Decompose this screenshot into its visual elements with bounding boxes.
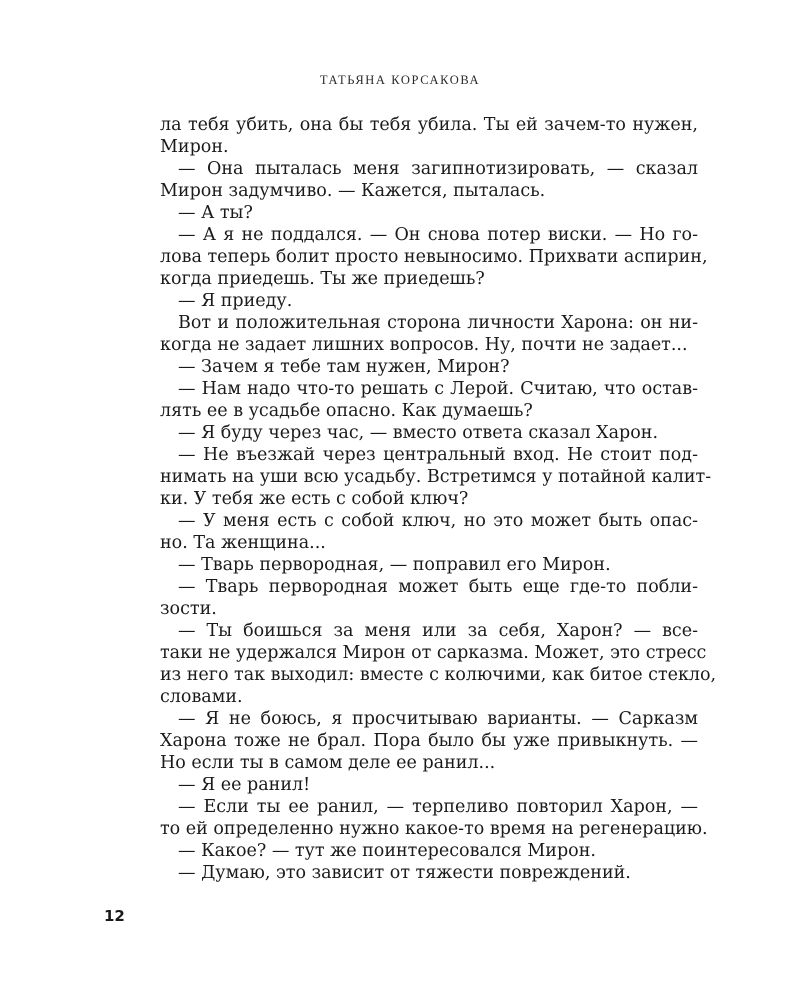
- text-line: — Если ты ее ранил, — терпеливо повторил Харон, —: [178, 797, 698, 817]
- text-line: — У меня есть с собой ключ, но это может быть опас-: [178, 511, 698, 531]
- text-line: Вот и положительная сторона личности Харона: он ни-: [178, 313, 698, 333]
- text-line: то ей определенно нужно какое-то время на регенерацию.: [160, 819, 708, 839]
- running-head: ТАТЬЯНА КОРСАКОВА: [319, 73, 481, 87]
- text-line: — Какое? — тут же поинтересовался Мирон.: [178, 841, 596, 861]
- text-line: — Думаю, это зависит от тяжести повреждений.: [178, 863, 631, 883]
- text-line: — Я приеду.: [178, 291, 293, 311]
- body-text: [160, 114, 717, 884]
- text-line: ки. У тебя же есть с собой ключ?: [160, 489, 469, 509]
- text-line: зости.: [160, 599, 217, 619]
- text-line: когда приедешь. Ты же приедешь?: [160, 269, 485, 289]
- text-line: Но если ты в самом деле ее ранил...: [160, 753, 496, 773]
- text-line: — Я не боюсь, я просчитываю варианты. — Сарказм: [178, 709, 698, 729]
- text-line: Харона тоже не брал. Пора было бы уже привыкнуть. —: [160, 731, 698, 751]
- text-line: — Тварь перворoдная может быть еще где-то побли-: [178, 577, 698, 597]
- text-line: — Тварь перворoдная, — поправил его Мирон.: [178, 555, 611, 575]
- text-line: ла тебя убить, она бы тебя убила. Ты ей зачем-то нужен,: [160, 115, 698, 135]
- text-line: — А ты?: [178, 203, 253, 223]
- text-line: из него так выходил: вместе с колючими, как битое стекло,: [160, 665, 717, 685]
- text-line: Мирон задумчиво. — Кажется, пыталась.: [160, 181, 546, 201]
- page-number: 12: [104, 907, 125, 925]
- text-line: нимать на уши всю усадьбу. Встретимся у потайной калит-: [160, 467, 712, 487]
- text-line: — Не въезжай через центральный вход. Не стоит под-: [178, 445, 698, 465]
- text-line: — Нам надо что-то решать с Лерой. Считаю, что остав-: [178, 379, 698, 399]
- text-line: — А я не поддался. — Он снова потер виски. — Но го-: [178, 225, 698, 245]
- text-line: лять ее в усадьбе опасно. Как думаешь?: [160, 401, 533, 421]
- text-line: Мирон.: [160, 137, 229, 157]
- text-line: — Я буду через час, — вместо ответа сказал Харон.: [178, 423, 659, 443]
- text-line: таки не удержался Мирон от сарказма. Может, это стресс: [160, 643, 707, 663]
- text-line: когда не задает лишних вопросов. Ну, почти не задает...: [160, 335, 688, 355]
- text-line: — Зачем я тебе там нужен, Мирон?: [178, 357, 510, 377]
- text-line: — Ты боишься за меня или за себя, Харон? — все-: [178, 621, 698, 641]
- text-line: — Она пыталась меня загипнотизировать, — сказал: [178, 159, 698, 179]
- text-line: лова теперь болит просто невыносимо. Прихвати аспирин,: [160, 247, 708, 267]
- text-line: но. Та женщина...: [160, 533, 326, 553]
- text-line: словами.: [160, 687, 243, 707]
- text-line: — Я ее ранил!: [178, 775, 311, 795]
